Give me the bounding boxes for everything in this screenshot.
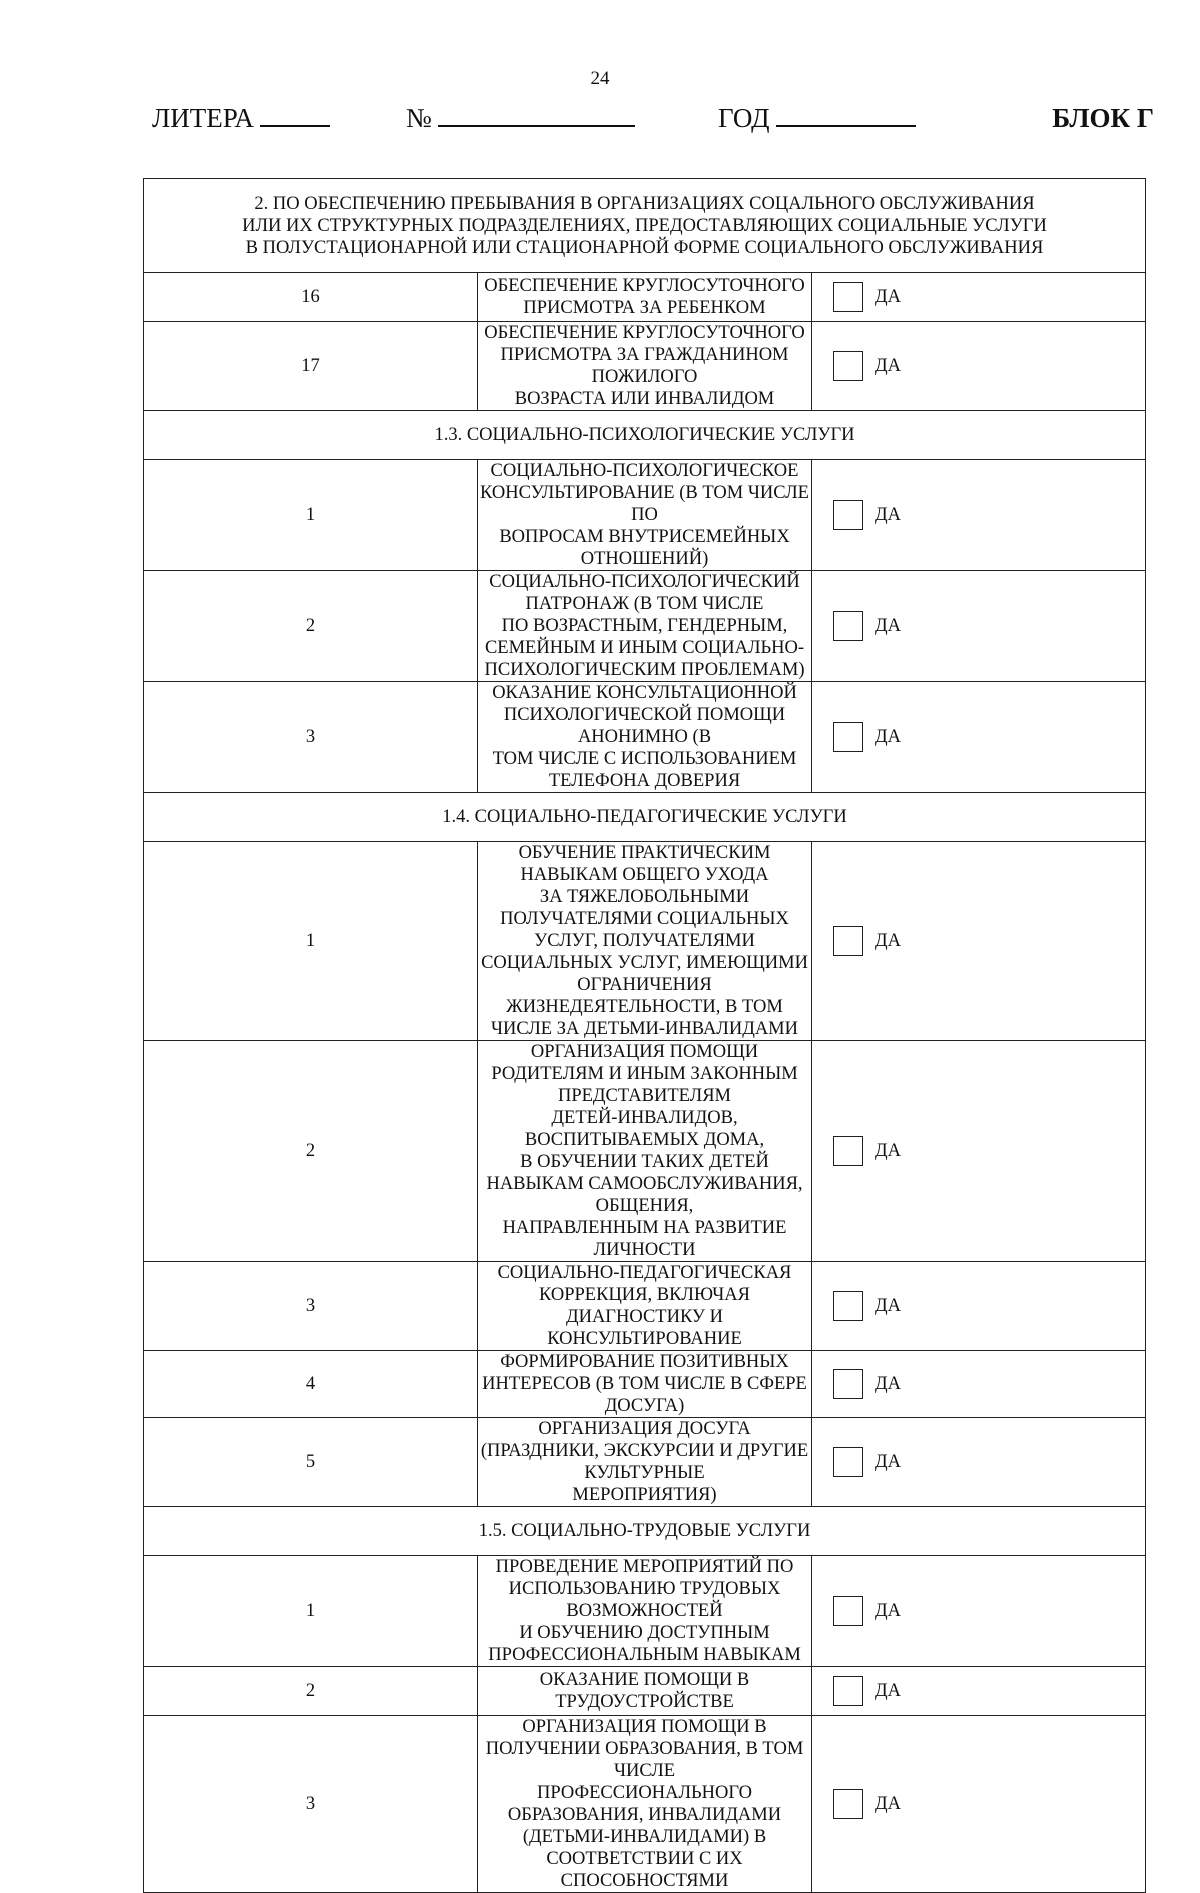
service-description: ОРГАНИЗАЦИЯ ПОМОЩИ В ПОЛУЧЕНИИ ОБРАЗОВАНИЯ, В ТОМ ЧИСЛЕ ПРОФЕССИОНАЛЬНОГО ОБРАЗОВАНИЯ, ИНВАЛИДАМИ (ДЕТЬМИ-ИНВАЛИДАМИ) В СООТВЕТСТВИИ С ИХ СПОСОБНОСТЯМИ xyxy=(478,1716,812,1893)
year-field xyxy=(718,103,916,134)
yes-label: ДА xyxy=(875,505,901,525)
yes-checkbox[interactable] xyxy=(833,282,863,312)
checkbox-cell xyxy=(812,1418,1146,1507)
checkbox-cell xyxy=(812,460,1146,571)
yes-label: ДА xyxy=(875,616,901,636)
yes-option[interactable] xyxy=(812,611,1145,641)
yes-checkbox[interactable] xyxy=(833,1369,863,1399)
yes-option[interactable] xyxy=(812,1291,1145,1321)
yes-checkbox[interactable] xyxy=(833,1447,863,1477)
yes-label: ДА xyxy=(875,1452,901,1472)
yes-checkbox[interactable] xyxy=(833,1596,863,1626)
checkbox-cell xyxy=(812,1556,1146,1667)
service-description: СОЦИАЛЬНО-ПСИХОЛОГИЧЕСКОЕ КОНСУЛЬТИРОВАНИЕ (В ТОМ ЧИСЛЕ ПО ВОПРОСАМ ВНУТРИСЕМЕЙНЫХ ОТНОШЕНИЙ) xyxy=(478,460,812,571)
services-table-body xyxy=(144,179,1146,1893)
checkbox-cell xyxy=(812,322,1146,411)
row-number: 3 xyxy=(144,1262,478,1351)
service-row xyxy=(144,1041,1146,1262)
yes-option[interactable] xyxy=(812,1789,1145,1819)
row-number: 2 xyxy=(144,571,478,682)
form-header xyxy=(152,103,1154,139)
yes-option[interactable] xyxy=(812,1447,1145,1477)
yes-option[interactable] xyxy=(812,282,1145,312)
yes-label: ДА xyxy=(875,1141,901,1161)
row-number: 3 xyxy=(144,1716,478,1893)
service-row xyxy=(144,273,1146,322)
service-description: СОЦИАЛЬНО-ПСИХОЛОГИЧЕСКИЙ ПАТРОНАЖ (В ТОМ ЧИСЛЕ ПО ВОЗРАСТНЫМ, ГЕНДЕРНЫМ, СЕМЕЙНЫМ И ИНЫМ СОЦИАЛЬНО- ПСИХОЛОГИЧЕСКИМ ПРОБЛЕМАМ) xyxy=(478,571,812,682)
yes-checkbox[interactable] xyxy=(833,1676,863,1706)
yes-option[interactable] xyxy=(812,722,1145,752)
service-description: ОРГАНИЗАЦИЯ ДОСУГА (ПРАЗДНИКИ, ЭКСКУРСИИ И ДРУГИЕ КУЛЬТУРНЫЕ МЕРОПРИЯТИЯ) xyxy=(478,1418,812,1507)
service-description: ФОРМИРОВАНИЕ ПОЗИТИВНЫХ ИНТЕРЕСОВ (В ТОМ ЧИСЛЕ В СФЕРЕ ДОСУГА) xyxy=(478,1351,812,1418)
year-input-line[interactable] xyxy=(776,103,916,127)
service-description: ОРГАНИЗАЦИЯ ПОМОЩИ РОДИТЕЛЯМ И ИНЫМ ЗАКОННЫМ ПРЕДСТАВИТЕЛЯМ ДЕТЕЙ-ИНВАЛИДОВ, ВОСПИТЫВАЕМЫХ ДОМА, В ОБУЧЕНИИ ТАКИХ ДЕТЕЙ НАВЫКАМ САМООБСЛУЖИВАНИЯ, ОБЩЕНИЯ, НАПРАВЛЕННЫМ НА РАЗВИТИЕ ЛИЧНОСТИ xyxy=(478,1041,812,1262)
yes-option[interactable] xyxy=(812,926,1145,956)
litera-field xyxy=(152,103,330,134)
row-number: 2 xyxy=(144,1667,478,1716)
page-number: 24 xyxy=(590,68,610,89)
row-number: 2 xyxy=(144,1041,478,1262)
yes-checkbox[interactable] xyxy=(833,1291,863,1321)
checkbox-cell xyxy=(812,1667,1146,1716)
checkbox-cell xyxy=(812,842,1146,1041)
service-row xyxy=(144,571,1146,682)
row-number: 3 xyxy=(144,682,478,793)
service-row xyxy=(144,842,1146,1041)
yes-label: ДА xyxy=(875,1296,901,1316)
section-title: 2. ПО ОБЕСПЕЧЕНИЮ ПРЕБЫВАНИЯ В ОРГАНИЗАЦИЯХ СОЦАЛЬНОГО ОБСЛУЖИВАНИЯ ИЛИ ИХ СТРУКТУРНЫХ ПОДРАЗДЕЛЕНИЯХ, ПРЕДОСТАВЛЯЮЩИХ СОЦИАЛЬНЫЕ УСЛУГИ В ПОЛУСТАЦИОНАРНОЙ ИЛИ СТАЦИОНАРНОЙ ФОРМЕ СОЦИАЛЬНОГО ОБСЛУЖИВАНИЯ xyxy=(144,179,1146,273)
section-title: 1.4. СОЦИАЛЬНО-ПЕДАГОГИЧЕСКИЕ УСЛУГИ xyxy=(144,793,1146,842)
yes-label: ДА xyxy=(875,1601,901,1621)
row-number: 1 xyxy=(144,1556,478,1667)
yes-option[interactable] xyxy=(812,1596,1145,1626)
checkbox-cell xyxy=(812,1351,1146,1418)
row-number: 1 xyxy=(144,842,478,1041)
number-label: № xyxy=(406,103,432,133)
service-description: ОБЕСПЕЧЕНИЕ КРУГЛОСУТОЧНОГО ПРИСМОТРА ЗА ГРАЖДАНИНОМ ПОЖИЛОГО ВОЗРАСТА ИЛИ ИНВАЛИДОМ xyxy=(478,322,812,411)
row-number: 17 xyxy=(144,322,478,411)
checkbox-cell xyxy=(812,1716,1146,1893)
service-row xyxy=(144,1351,1146,1418)
checkbox-cell xyxy=(812,273,1146,322)
yes-option[interactable] xyxy=(812,351,1145,381)
section-header-row xyxy=(144,179,1146,273)
service-row xyxy=(144,682,1146,793)
service-row xyxy=(144,1418,1146,1507)
service-row xyxy=(144,1262,1146,1351)
yes-label: ДА xyxy=(875,1794,901,1814)
row-number: 5 xyxy=(144,1418,478,1507)
checkbox-cell xyxy=(812,1262,1146,1351)
row-number: 16 xyxy=(144,273,478,322)
row-number: 4 xyxy=(144,1351,478,1418)
yes-option[interactable] xyxy=(812,1369,1145,1399)
yes-checkbox[interactable] xyxy=(833,500,863,530)
service-description: ОБЕСПЕЧЕНИЕ КРУГЛОСУТОЧНОГО ПРИСМОТРА ЗА РЕБЕНКОМ xyxy=(478,273,812,322)
service-description: СОЦИАЛЬНО-ПЕДАГОГИЧЕСКАЯ КОРРЕКЦИЯ, ВКЛЮЧАЯ ДИАГНОСТИКУ И КОНСУЛЬТИРОВАНИЕ xyxy=(478,1262,812,1351)
yes-checkbox[interactable] xyxy=(833,611,863,641)
yes-option[interactable] xyxy=(812,1676,1145,1706)
section-header-row xyxy=(144,1507,1146,1556)
section-title: 1.3. СОЦИАЛЬНО-ПСИХОЛОГИЧЕСКИЕ УСЛУГИ xyxy=(144,411,1146,460)
yes-label: ДА xyxy=(875,287,901,307)
yes-option[interactable] xyxy=(812,500,1145,530)
yes-checkbox[interactable] xyxy=(833,351,863,381)
yes-label: ДА xyxy=(875,931,901,951)
checkbox-cell xyxy=(812,682,1146,793)
yes-checkbox[interactable] xyxy=(833,1789,863,1819)
service-row xyxy=(144,460,1146,571)
yes-checkbox[interactable] xyxy=(833,1136,863,1166)
block-label: БЛОК Г xyxy=(1052,103,1154,133)
yes-option[interactable] xyxy=(812,1136,1145,1166)
year-label: ГОД xyxy=(718,103,770,133)
section-header-row xyxy=(144,411,1146,460)
service-row xyxy=(144,1556,1146,1667)
service-description: ОКАЗАНИЕ КОНСУЛЬТАЦИОННОЙ ПСИХОЛОГИЧЕСКОЙ ПОМОЩИ АНОНИМНО (В ТОМ ЧИСЛЕ С ИСПОЛЬЗОВАНИЕМ ТЕЛЕФОНА ДОВЕРИЯ xyxy=(478,682,812,793)
yes-checkbox[interactable] xyxy=(833,722,863,752)
number-field xyxy=(406,103,635,134)
service-description: ОКАЗАНИЕ ПОМОЩИ В ТРУДОУСТРОЙСТВЕ xyxy=(478,1667,812,1716)
section-header-row xyxy=(144,793,1146,842)
services-table xyxy=(143,178,1146,1893)
service-row xyxy=(144,1716,1146,1893)
yes-checkbox[interactable] xyxy=(833,926,863,956)
service-description: ОБУЧЕНИЕ ПРАКТИЧЕСКИМ НАВЫКАМ ОБЩЕГО УХОДА ЗА ТЯЖЕЛОБОЛЬНЫМИ ПОЛУЧАТЕЛЯМИ СОЦИАЛЬНЫХ УСЛУГ, ПОЛУЧАТЕЛЯМИ СОЦИАЛЬНЫХ УСЛУГ, ИМЕЮЩИМИ ОГРАНИЧЕНИЯ ЖИЗНЕДЕЯТЕЛЬНОСТИ, В ТОМ ЧИСЛЕ ЗА ДЕТЬМИ-ИНВАЛИДАМИ xyxy=(478,842,812,1041)
number-input-line[interactable] xyxy=(438,103,635,127)
service-row xyxy=(144,322,1146,411)
yes-label: ДА xyxy=(875,727,901,747)
service-description: ПРОВЕДЕНИЕ МЕРОПРИЯТИЙ ПО ИСПОЛЬЗОВАНИЮ ТРУДОВЫХ ВОЗМОЖНОСТЕЙ И ОБУЧЕНИЮ ДОСТУПНЫМ ПРОФЕССИОНАЛЬНЫМ НАВЫКАМ xyxy=(478,1556,812,1667)
yes-label: ДА xyxy=(875,1374,901,1394)
litera-label: ЛИТЕРА xyxy=(152,103,254,133)
service-row xyxy=(144,1667,1146,1716)
yes-label: ДА xyxy=(875,1681,901,1701)
section-title: 1.5. СОЦИАЛЬНО-ТРУДОВЫЕ УСЛУГИ xyxy=(144,1507,1146,1556)
yes-label: ДА xyxy=(875,356,901,376)
checkbox-cell xyxy=(812,1041,1146,1262)
row-number: 1 xyxy=(144,460,478,571)
litera-input-line[interactable] xyxy=(260,103,330,127)
checkbox-cell xyxy=(812,571,1146,682)
